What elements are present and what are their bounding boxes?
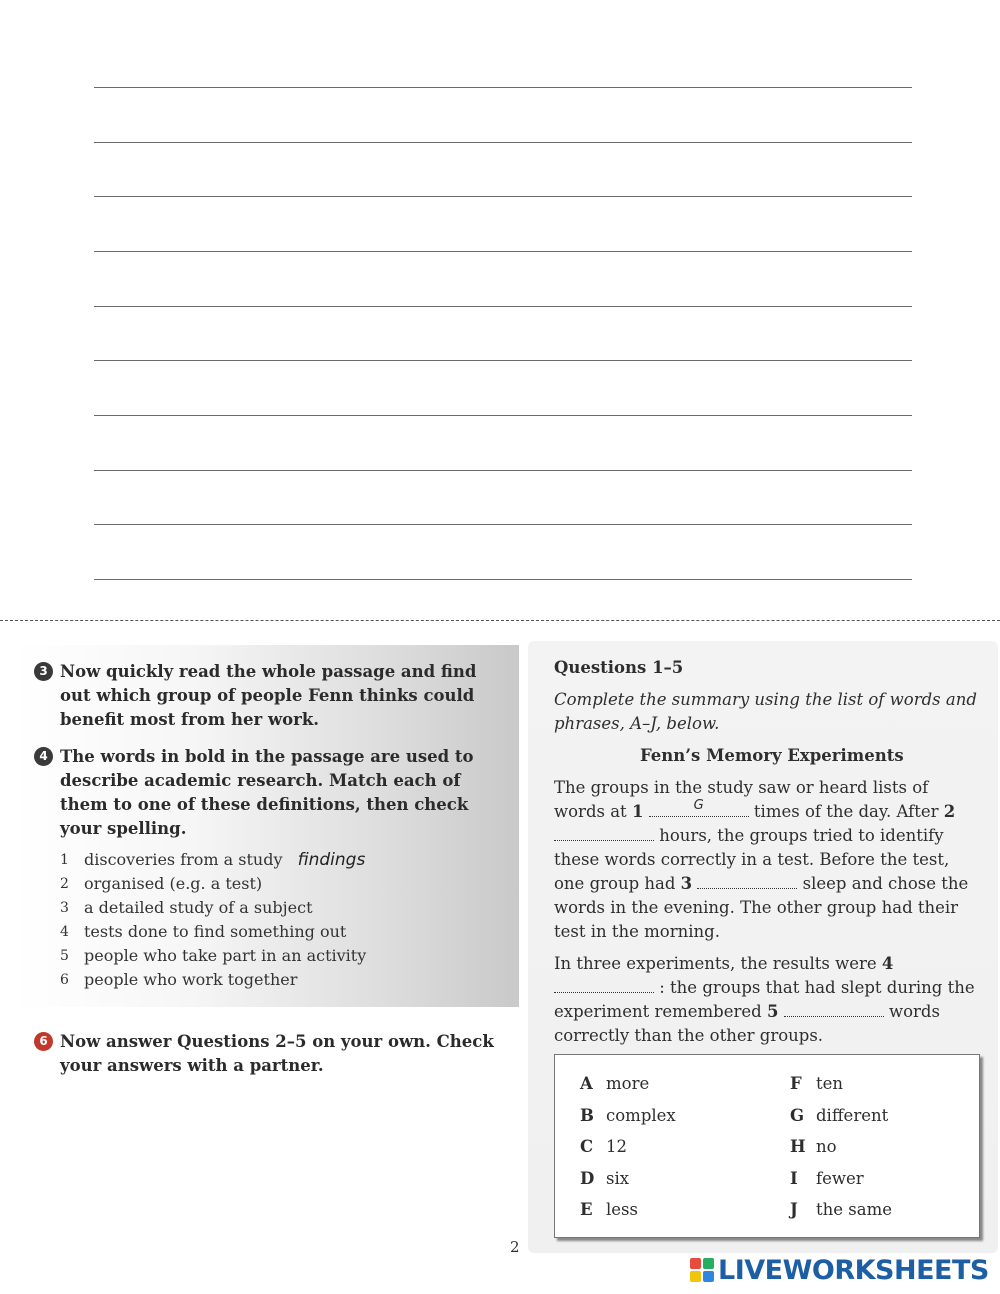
option-letter: A <box>580 1074 593 1093</box>
option-a <box>580 1074 649 1093</box>
task-number-badge: 4 <box>34 747 53 766</box>
list-item <box>60 920 366 944</box>
option-letter: G <box>790 1106 805 1125</box>
option-text: complex <box>606 1106 676 1125</box>
handwritten-answer[interactable]: findings <box>297 850 366 870</box>
option-f <box>790 1074 843 1093</box>
list-item <box>60 968 366 992</box>
option-j <box>790 1200 892 1219</box>
answer-line[interactable] <box>94 251 912 252</box>
questions-title: Questions 1–5 <box>554 658 684 677</box>
item-number: 3 <box>60 900 69 916</box>
task-6-text: Now answer Questions 2–5 on your own. Check your answers with a partner. <box>60 1032 494 1075</box>
item-text: a detailed study of a subject <box>84 898 313 917</box>
blank-number: 3 <box>680 874 693 893</box>
answer-line[interactable] <box>94 415 912 416</box>
list-item <box>60 944 366 968</box>
item-text: organised (e.g. a test) <box>84 874 263 893</box>
summary-text-run: words correctly than the other groups. <box>554 1002 940 1045</box>
option-letter: J <box>790 1200 798 1219</box>
item-text: people who take part in an activity <box>84 946 367 965</box>
option-letter: C <box>580 1137 594 1156</box>
option-d <box>580 1169 629 1188</box>
answer-line[interactable] <box>94 470 912 471</box>
blank-number: 2 <box>943 802 956 821</box>
logo-icon <box>690 1258 714 1282</box>
option-letter: B <box>580 1106 594 1125</box>
option-letter: D <box>580 1169 595 1188</box>
item-text: discoveries from a study <box>84 850 283 869</box>
summary-text-run: : the groups that had slept during the experiment remembered <box>554 978 975 1021</box>
answer-line[interactable] <box>94 196 912 197</box>
summary-text-run: times of the day. After <box>748 802 944 821</box>
item-number: 6 <box>60 972 69 988</box>
option-letter: H <box>790 1137 806 1156</box>
summary-text-run: In three experiments, the results were <box>554 954 882 973</box>
page-number: 2 <box>510 1238 520 1256</box>
blank-number: 1 <box>631 802 644 821</box>
option-g <box>790 1106 888 1125</box>
option-text: the same <box>816 1200 892 1219</box>
task-4 <box>36 745 496 841</box>
dashed-separator <box>0 620 1000 621</box>
answer-line[interactable] <box>94 142 912 143</box>
option-letter: E <box>580 1200 593 1219</box>
blank-number: 5 <box>766 1002 779 1021</box>
gap-5-input[interactable] <box>784 1002 884 1017</box>
item-number: 4 <box>60 924 69 940</box>
task-4-text: The words in bold in the passage are used to describe academic research. Match each of them to one of these definitions, then check your spelling. <box>60 747 474 838</box>
logo-text: LIVEWORKSHEETS <box>718 1254 989 1286</box>
option-letter: F <box>790 1074 802 1093</box>
option-i <box>790 1169 864 1188</box>
gap-3-input[interactable] <box>697 874 797 889</box>
item-number: 5 <box>60 948 69 964</box>
option-h <box>790 1137 837 1156</box>
summary-paragraph-2 <box>554 952 984 1048</box>
summary-text-run: sleep and chose the words in the evening. The other group had their test in the morning. <box>554 874 969 941</box>
answer-line[interactable] <box>94 87 912 88</box>
option-text: no <box>816 1137 837 1156</box>
answer-line[interactable] <box>94 306 912 307</box>
summary-text-run: The groups in the study saw or heard lists of words at <box>554 778 929 821</box>
item-number: 2 <box>60 876 69 892</box>
option-b <box>580 1106 676 1125</box>
gap-2-input[interactable] <box>554 826 654 841</box>
task-number-badge: 6 <box>34 1032 53 1051</box>
summary-title: Fenn’s Memory Experiments <box>640 746 904 765</box>
option-text: six <box>606 1169 630 1188</box>
option-text: different <box>816 1106 889 1125</box>
list-item <box>60 896 366 920</box>
list-item <box>60 848 366 872</box>
answer-line[interactable] <box>94 524 912 525</box>
summary-text-run: hours, the groups tried to identify these words correctly in a test. Before the test, one group had <box>554 826 950 893</box>
gap-1-input[interactable] <box>649 798 749 817</box>
task-number-badge: 3 <box>34 662 53 681</box>
definition-list <box>60 848 366 992</box>
option-letter: I <box>790 1169 798 1188</box>
summary-text <box>554 776 984 1048</box>
option-text: 12 <box>606 1137 627 1156</box>
item-text: people who work together <box>84 970 298 989</box>
gap-1-answer: G <box>693 798 704 813</box>
option-text: fewer <box>816 1169 864 1188</box>
list-item <box>60 872 366 896</box>
answer-line[interactable] <box>94 579 912 580</box>
option-text: more <box>606 1074 650 1093</box>
item-text: tests done to find something out <box>84 922 347 941</box>
blank-number: 4 <box>881 954 894 973</box>
option-e <box>580 1200 638 1219</box>
summary-paragraph-1 <box>554 776 984 944</box>
answer-line[interactable] <box>94 360 912 361</box>
task-6 <box>36 1030 506 1078</box>
gap-4-input[interactable] <box>554 978 654 993</box>
task-3 <box>36 660 496 732</box>
task-3-text: Now quickly read the whole passage and find out which group of people Fenn thinks could benefit most from her work. <box>60 662 477 729</box>
option-text: ten <box>816 1074 844 1093</box>
liveworksheets-logo <box>690 1254 989 1286</box>
questions-instruction: Complete the summary using the list of words and phrases, A–J, below. <box>554 690 977 733</box>
option-c <box>580 1137 627 1156</box>
item-number: 1 <box>60 852 69 868</box>
option-text: less <box>606 1200 638 1219</box>
